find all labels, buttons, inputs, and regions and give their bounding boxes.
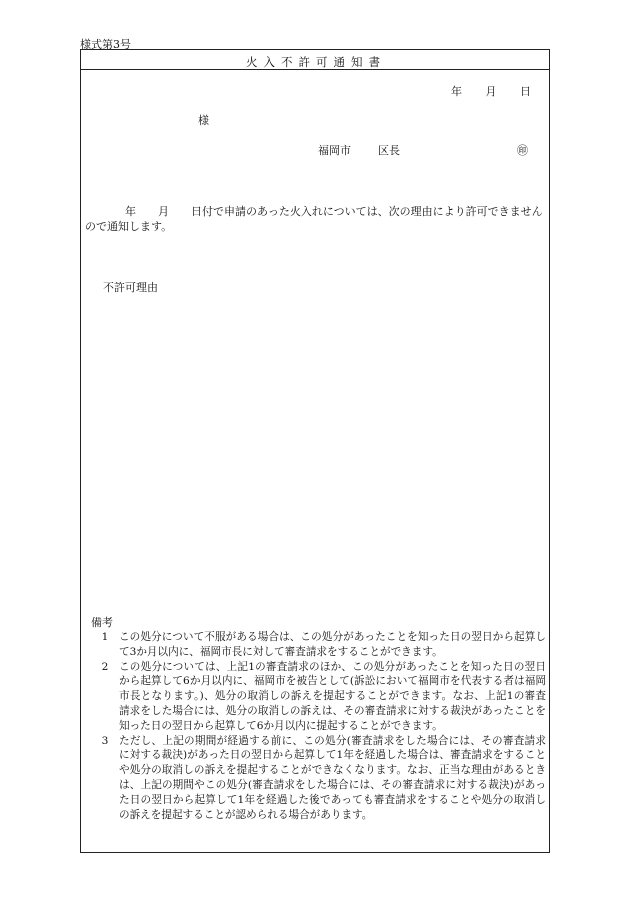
day-label: 日 (520, 85, 531, 98)
title-divider (81, 69, 549, 70)
addressee-suffix: 様 (198, 114, 209, 127)
month-label: 月 (485, 85, 497, 98)
note-number: 2 (101, 660, 109, 673)
notice-form (80, 49, 550, 853)
note-item (91, 734, 546, 823)
note-number: 3 (101, 734, 109, 747)
issuer-city: 福岡市 (318, 144, 351, 157)
note-text: この処分について不服がある場合は、この処分があったことを知った日の翌日から起算して3か月以内に、福岡市長に対して審査請求をすることができます。 (119, 631, 546, 658)
notes-title: 備考 (91, 616, 113, 629)
year-label: 年 (451, 85, 462, 98)
document-title: 火入不許可通知書 (246, 55, 386, 69)
notes-list (91, 630, 546, 822)
reason-label: 不許可理由 (103, 281, 158, 294)
note-text: ただし、上記の期間が経過する前に、この処分(審査請求をした場合には、その審査請求に対する裁決)があった日の翌日から起算して1年を経過した場合は、審査請求をすることや処分の取消しの訴えを提起することができなくなります。なお、正当な理由があるときは、上記の期間やこの処分(審査請求をした場合には、その審査請求に対する裁決)があった日の翌日から起算して1年を経過した後であっても審査請求をすることや処分の取消しの訴えを提起することが認められる場合があります。 (119, 734, 546, 821)
note-text: この処分については、上記1の審査請求のほか、この処分があったことを知った日の翌日から起算して6か月以内に、福岡市を被告として(訴訟において福岡市を代表する者は福岡市長となります。)、処分の取消しの訴えを提起することができます。なお、上記1の審査請求をした場合には、処分の取消しの訴えは、その審査請求に対する裁決があったことを知った日の翌日から起算して6か月以内に提起することができます。 (119, 660, 546, 732)
notice-body: 年 月 日付で申請のあった火入れについては、次の理由により許可できませんので通知します。 (85, 205, 543, 233)
form-number: 様式第3号 (80, 38, 131, 51)
note-item (91, 630, 546, 660)
issue-date (451, 83, 531, 99)
note-number: 1 (101, 631, 109, 643)
issuer-ward-head: 区長 (378, 144, 400, 157)
note-item (91, 660, 546, 734)
seal-mark: ㊞ (517, 144, 528, 157)
